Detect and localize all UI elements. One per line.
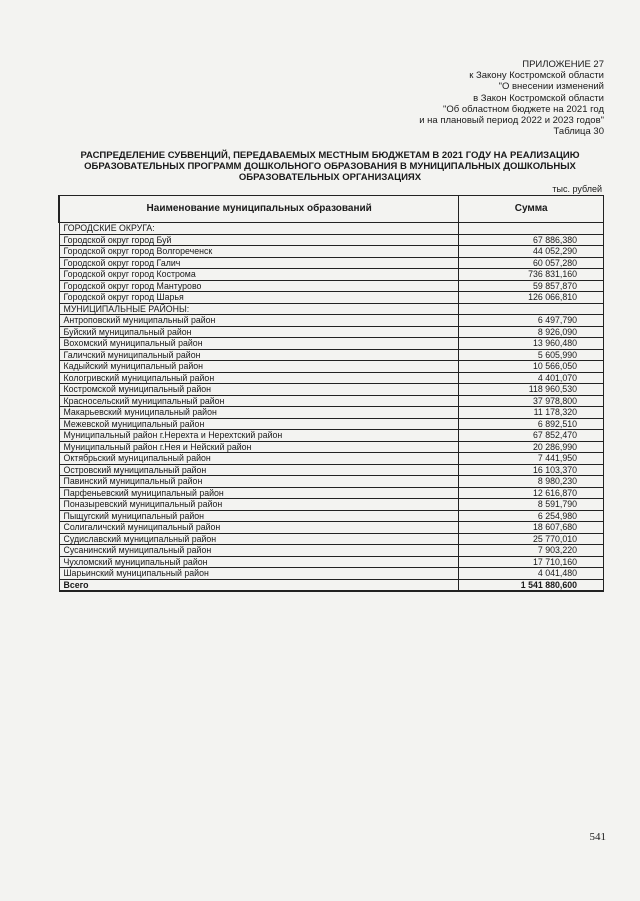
table-row: [59, 441, 604, 453]
table-row: [59, 499, 604, 511]
row-amount: 4 401,070: [459, 372, 604, 384]
appendix-line: ПРИЛОЖЕНИЕ 27: [522, 59, 604, 70]
table-row: [59, 246, 604, 258]
row-name: Кологривский муниципальный район: [59, 372, 459, 384]
row-amount: 10 566,050: [459, 361, 604, 373]
row-name: МУНИЦИПАЛЬНЫЕ РАЙОНЫ:: [59, 303, 459, 315]
row-amount: 37 978,800: [459, 395, 604, 407]
row-amount: 5 605,990: [459, 349, 604, 361]
row-amount: 60 057,280: [459, 257, 604, 269]
table-row: [59, 487, 604, 499]
row-name: Чухломский муниципальный район: [59, 556, 459, 568]
row-name: Сусанинский муниципальный район: [59, 545, 459, 557]
table-total-row: [59, 579, 604, 591]
total-amount: 1 541 880,600: [459, 579, 604, 591]
table-row: [59, 395, 604, 407]
row-name: Городской округ город Буй: [59, 234, 459, 246]
table-row: [59, 234, 604, 246]
table-row: [59, 269, 604, 281]
row-name: Макарьевский муниципальный район: [59, 407, 459, 419]
row-name: Межевской муниципальный район: [59, 418, 459, 430]
table-row: [59, 384, 604, 396]
table-row: [59, 510, 604, 522]
row-amount: 67 886,380: [459, 234, 604, 246]
table-row: [59, 280, 604, 292]
table-row: [59, 303, 604, 315]
row-name: Вохомский муниципальный район: [59, 338, 459, 350]
row-name: Городской округ город Мантурово: [59, 280, 459, 292]
appendix-line: "Об областном бюджете на 2021 год: [443, 103, 604, 115]
row-name: Солигаличский муниципальный район: [59, 522, 459, 534]
row-name: Буйский муниципальный район: [59, 326, 459, 338]
table-row: [59, 418, 604, 430]
appendix-line: к Закону Костромской области: [469, 70, 604, 82]
table-row: [59, 453, 604, 465]
row-amount: 736 831,160: [459, 269, 604, 281]
table-row: [59, 315, 604, 327]
appendix-line: Таблица 30: [553, 126, 604, 138]
table-row: [59, 556, 604, 568]
row-amount: 118 960,530: [459, 384, 604, 396]
row-amount: 44 052,290: [459, 246, 604, 258]
appendix-line: "О внесении изменений: [498, 81, 604, 93]
row-name: Островский муниципальный район: [59, 464, 459, 476]
row-amount: 4 041,480: [459, 568, 604, 580]
appendix-line: и на плановый период 2022 и 2023 годов": [419, 115, 604, 127]
row-name: ГОРОДСКИЕ ОКРУГА:: [59, 223, 459, 235]
row-amount: [459, 223, 604, 235]
appendix-header: [304, 59, 604, 137]
row-amount: 13 960,480: [459, 338, 604, 350]
row-amount: 25 770,010: [459, 533, 604, 545]
table-row: [59, 430, 604, 442]
table-row: [59, 407, 604, 419]
total-label: Всего: [59, 579, 459, 591]
table-row: [59, 568, 604, 580]
row-name: Шарьинский муниципальный район: [59, 568, 459, 580]
row-name: Городской округ город Волгореченск: [59, 246, 459, 258]
row-amount: 18 607,680: [459, 522, 604, 534]
row-name: Костромской муниципальный район: [59, 384, 459, 396]
row-amount: 8 926,090: [459, 326, 604, 338]
row-name: Павинский муниципальный район: [59, 476, 459, 488]
column-header-amount: Сумма: [459, 196, 604, 223]
title-line: ОБРАЗОВАТЕЛЬНЫХ ПРОГРАММ ДОШКОЛЬНОГО ОБРАЗОВАНИЯ В МУНИЦИПАЛЬНЫХ ДОШКОЛЬНЫХ: [84, 161, 576, 172]
table-body: [59, 223, 604, 592]
table-row: [59, 372, 604, 384]
row-amount: 6 497,790: [459, 315, 604, 327]
table-header-row: [59, 196, 604, 223]
row-amount: 6 254,980: [459, 510, 604, 522]
row-amount: 7 441,950: [459, 453, 604, 465]
row-amount: 126 066,810: [459, 292, 604, 304]
appendix-line: в Закон Костромской области: [473, 92, 604, 104]
table-row: [59, 292, 604, 304]
row-name: Галичский муниципальный район: [59, 349, 459, 361]
table-row: [59, 349, 604, 361]
units-label: тыс. рублей: [552, 184, 602, 194]
table-row: [59, 533, 604, 545]
row-amount: [459, 303, 604, 315]
table-row: [59, 326, 604, 338]
row-amount: 17 710,160: [459, 556, 604, 568]
row-name: Муниципальный район г.Нерехта и Нерехтский район: [59, 430, 459, 442]
row-amount: 8 980,230: [459, 476, 604, 488]
title-line: РАСПРЕДЕЛЕНИЕ СУБВЕНЦИЙ, ПЕРЕДАВАЕМЫХ МЕСТНЫМ БЮДЖЕТАМ В 2021 ГОДУ НА РЕАЛИЗАЦИЮ: [80, 150, 580, 161]
row-name: Городской округ город Галич: [59, 257, 459, 269]
row-amount: 16 103,370: [459, 464, 604, 476]
table-row: [59, 464, 604, 476]
row-name: Красносельский муниципальный район: [59, 395, 459, 407]
row-name: Парфеньевский муниципальный район: [59, 487, 459, 499]
row-name: Муниципальный район г.Нея и Нейский район: [59, 441, 459, 453]
row-name: Городской округ город Кострома: [59, 269, 459, 281]
row-amount: 67 852,470: [459, 430, 604, 442]
row-name: Судиславский муниципальный район: [59, 533, 459, 545]
table-row: [59, 545, 604, 557]
row-amount: 8 591,790: [459, 499, 604, 511]
title-line: ОБРАЗОВАТЕЛЬНЫХ ОРГАНИЗАЦИЯХ: [238, 172, 422, 183]
document-title: [60, 150, 600, 183]
row-name: Кадыйский муниципальный район: [59, 361, 459, 373]
row-name: Антроповский муниципальный район: [59, 315, 459, 327]
table-row: [59, 257, 604, 269]
row-name: Поназыревский муниципальный район: [59, 499, 459, 511]
row-name: Октябрьский муниципальный район: [59, 453, 459, 465]
row-amount: 12 616,870: [459, 487, 604, 499]
row-amount: 11 178,320: [459, 407, 604, 419]
table-row: [59, 223, 604, 235]
row-amount: 7 903,220: [459, 545, 604, 557]
row-name: Пыщугский муниципальный район: [59, 510, 459, 522]
page-number: 541: [589, 831, 606, 843]
column-header-name: Наименование муниципальных образований: [59, 196, 459, 223]
table-row: [59, 361, 604, 373]
table-row: [59, 476, 604, 488]
table-row: [59, 338, 604, 350]
subvention-table: [58, 195, 604, 592]
row-amount: 6 892,510: [459, 418, 604, 430]
row-amount: 20 286,990: [459, 441, 604, 453]
row-name: Городской округ город Шарья: [59, 292, 459, 304]
row-amount: 59 857,870: [459, 280, 604, 292]
table-row: [59, 522, 604, 534]
